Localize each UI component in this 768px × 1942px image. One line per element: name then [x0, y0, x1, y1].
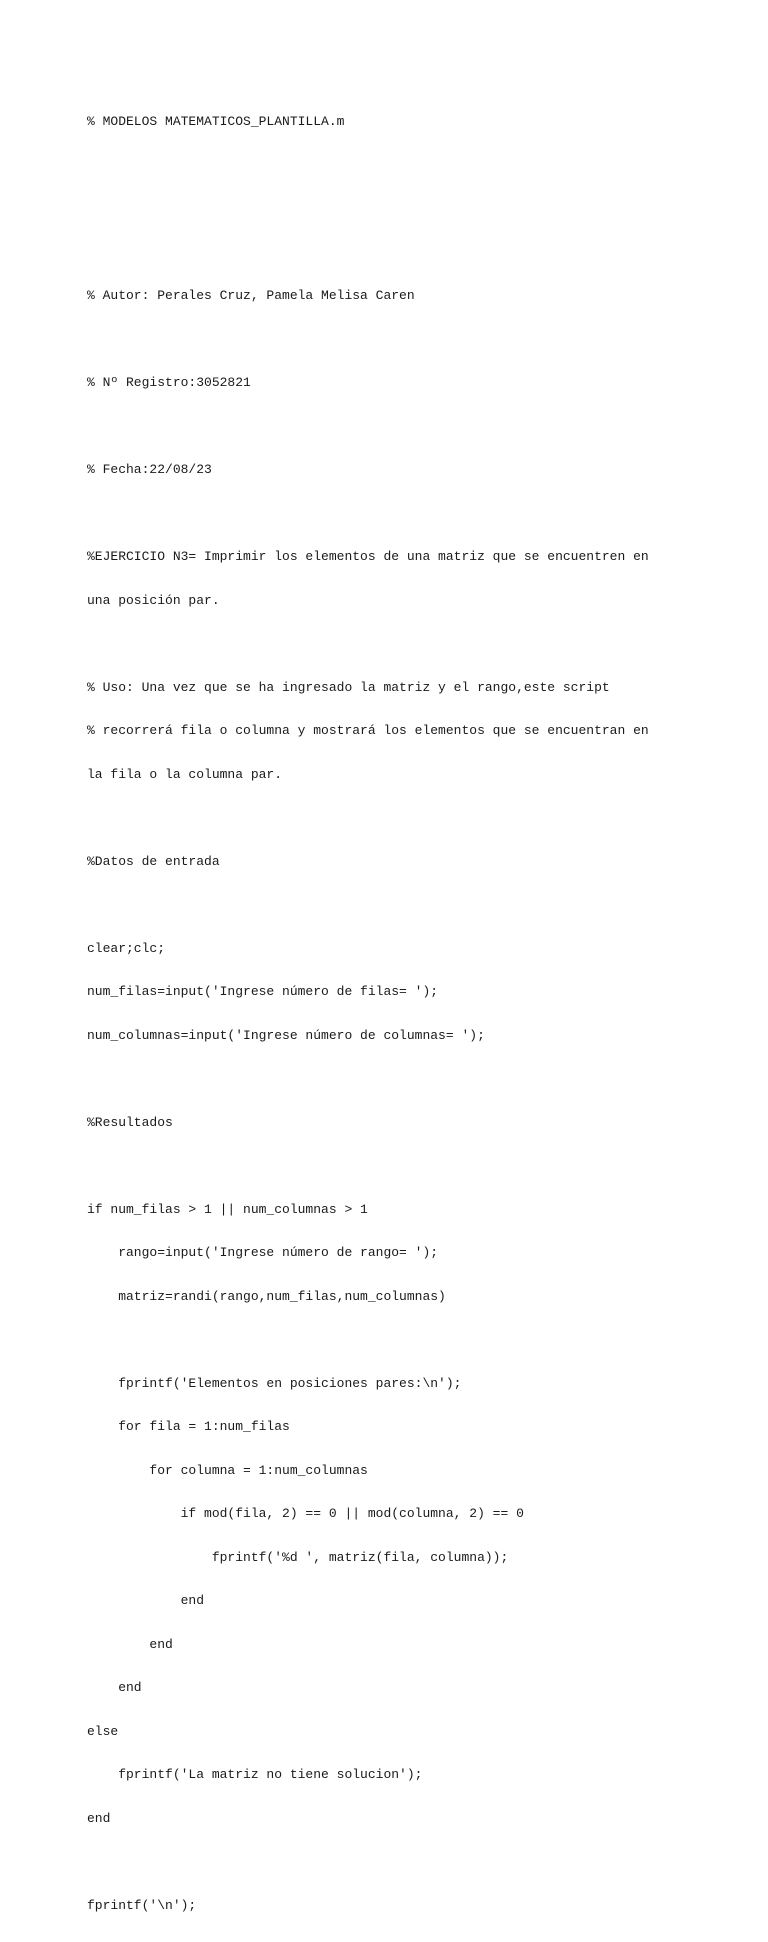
author-comment: % Autor: Perales Cruz, Pamela Melisa Caren: [87, 288, 415, 303]
ejercicio-comment: %EJERCICIO N3= Imprimir los elementos de una matriz que se encuentren en: [87, 549, 649, 564]
code-line: clear;clc;: [87, 940, 166, 956]
datos-entrada-comment: %Datos de entrada: [87, 853, 220, 869]
blank-line: [87, 420, 687, 435]
code-line: matriz=randi(rango,num_filas,num_columnas): [87, 1288, 446, 1304]
code-line: fprintf('Elementos en posiciones pares:\n');: [87, 1375, 462, 1391]
code-line: fprintf('\n');: [87, 1897, 197, 1913]
blank-line: [87, 637, 687, 652]
code-line: if num_filas > 1 || num_columnas > 1: [87, 1201, 368, 1217]
uso-comment: % Uso: Una vez que se ha ingresado la matriz y el rango,este script: [87, 679, 610, 695]
code-line: end: [87, 1636, 173, 1652]
blank-line: [87, 1159, 687, 1174]
code-line: num_columnas=input('Ingrese número de columnas= ');: [87, 1027, 485, 1043]
blank-line: [87, 202, 687, 217]
uso-comment-end: la fila o la columna par.: [87, 766, 283, 782]
blank-line: [87, 1072, 687, 1087]
blank-line: [87, 159, 687, 174]
blank-line: [87, 1855, 687, 1870]
blank-line: [87, 811, 687, 826]
code-line: num_filas=input('Ingrese número de filas= ');: [87, 984, 439, 999]
code-listing: [87, 86, 687, 1942]
registro-comment: % Nº Registro:3052821: [87, 375, 251, 390]
code-line: end: [87, 1810, 111, 1826]
code-line: if mod(fila, 2) == 0 || mod(columna, 2) == 0: [87, 1506, 524, 1521]
uso-comment-cont: % recorrerá fila o columna y mostrará los elementos que se encuentran en: [87, 723, 649, 738]
code-line: fprintf('%d ', matriz(fila, columna));: [87, 1549, 509, 1565]
code-line: else: [87, 1723, 119, 1739]
blank-line: [87, 246, 687, 261]
blank-line: [87, 1333, 687, 1348]
fecha-comment: % Fecha:22/08/23: [87, 462, 212, 477]
code-line: fprintf('La matriz no tiene solucion');: [87, 1767, 423, 1782]
ejercicio-comment-cont: una posición par.: [87, 592, 220, 608]
code-line: end: [87, 1593, 205, 1608]
code-line: end: [87, 1680, 142, 1695]
code-line: for fila = 1:num_filas: [87, 1419, 290, 1434]
blank-line: [87, 507, 687, 522]
title-comment: % MODELOS MATEMATICOS_PLANTILLA.m: [87, 114, 345, 129]
blank-line: [87, 333, 687, 348]
code-line: rango=input('Ingrese número de rango= ');: [87, 1245, 439, 1260]
code-line: for columna = 1:num_columnas: [87, 1462, 368, 1478]
blank-line: [87, 898, 687, 913]
resultados-comment: %Resultados: [87, 1114, 173, 1130]
